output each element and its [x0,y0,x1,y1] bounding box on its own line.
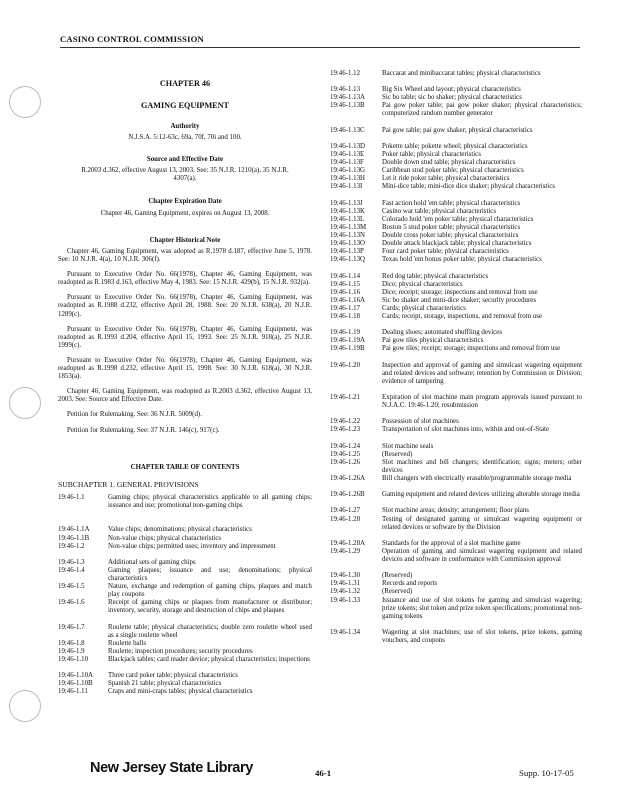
toc-entry-title: Slot machine seals [382,442,434,450]
source-text: R.2003 d.362, effective August 13, 2003. See: 35 N.J.R. 1210(a), 35 N.J.R. 4307(a). [81,167,289,183]
toc-entry-title: Issuance and use of slot tokens for gaming and simulcast wagering; prize tokens; slot token and prize token specifications; promotional non-gaming tokens [382,596,582,620]
toc-entry-title: Dice; physical characteristics [382,280,463,288]
header-rule [60,47,580,48]
history-paragraph: Petition for Rulemaking. See: 36 N.J.R. 5009(d). [67,411,202,419]
toc-entry-number: 19:46-1.13Q [330,256,366,264]
toc-entry-number: 19:46-1.8 [58,639,85,647]
toc-entry-number: 19:46-1.20 [330,361,361,369]
page-number: 46-1 [315,768,332,778]
history-paragraph: Petition for Rulemaking. See: 37 N.J.R. 146(c), 917(c). [67,426,220,434]
toc-entry-number: 19:46-1.26A [330,475,366,482]
toc-entry-number: 19:46-1.13N [330,232,366,239]
toc-entry-number: 19:46-1.21 [330,394,361,401]
toc-entry-title: Inspection and approval of gaming and simulcast wagering equipment and related devices and software; retention by Commission or Division; evidence of tampering [382,361,582,385]
toc-entry-number: 19:46-1.13J [330,199,363,207]
toc-entry-title: Standards for the approval of a slot machine game [382,539,521,547]
toc-entry-title: Mini-dice table; mini-dice dice shaker; physical characteristics [382,183,555,191]
toc-entry-title: Double down stud table; physical characteristics [382,159,516,167]
toc-entry-number: 19:46-1.16A [330,296,366,304]
toc-entry-title: Value chips; denominations; physical characteristics [108,526,252,534]
toc-entry-title: Pai gow tiles; receipt; storage; inspections and removal from use [382,345,561,353]
toc-entry-title: Slot machine areas; density; arrangement; floor plans [382,507,529,515]
toc-entry-title: Craps and mini-craps tables; physical characteristics [108,688,253,696]
toc-entry-number: 19:46-1.25 [330,450,361,458]
toc-entry-number: 19:46-1.28 [330,515,361,523]
toc-entry-title: Boston 5 stud poker table; physical characteristics [382,223,521,231]
toc-entry-number: 19:46-1.1 [58,494,85,501]
toc-entry-number: 19:46-1.10A [58,672,94,680]
toc-entry-number: 19:46-1.11 [58,688,88,696]
toc-entry-number: 19:46-1.13A [330,94,366,102]
toc-entry-title: Pai gow poker table; pai gow poker shaker; physical characteristics; computerized random number generator [382,102,582,118]
running-header: CASINO CONTROL COMMISSION [60,34,204,44]
toc-entry-number: 19:46-1.30 [330,572,361,580]
toc-entry-title: Non-value chips; permitted uses; inventory and impressment [108,542,276,550]
toc-entry-number: 19:46-1.22 [330,418,361,426]
toc-entry-number: 19:46-1.6 [58,599,85,607]
toc-entry-title: Spanish 21 table; physical characteristics [108,680,222,688]
history-paragraph: Chapter 46, Gaming Equipment, was adopted as R.1978 d.187, effective June 5, 1978. See: 10 N.J.R. 4(a), 10 N.J.R. 306(f). [58,248,312,264]
toc-entry-number: 19:46-1.19 [330,329,361,337]
toc-entry-number: 19:46-1.13I [330,183,363,191]
punch-hole-middle [9,387,41,419]
toc-entry-title: Double attack blackjack table; physical characteristics [382,240,532,248]
toc-entry-number: 19:46-1.13M [330,223,367,231]
toc-entry-number: 19:46-1.3 [58,558,85,566]
toc-entry-title: Roulette balls [108,639,147,647]
punch-hole-top [9,86,41,118]
toc-entry-title: (Reserved) [382,450,413,458]
toc-entry-title: (Reserved) [382,588,413,596]
toc-entry-title: Pai gow table; pai gow shaker; physical characteristics [382,126,533,134]
toc-entry-title: Bill changers with electrically erasable/programmable storage media [382,475,572,482]
toc-entry-number: 19:46-1.13F [330,159,364,167]
toc-heading: CHAPTER TABLE OF CONTENTS [130,464,240,471]
toc-entry-number: 19:46-1.2 [58,542,85,550]
toc-entry-title: Operation of gaming and simulcast wagering equipment and related devices and software in conformance with Commission approval [382,547,582,563]
toc-entry-number: 19:46-1.4 [58,566,85,574]
supplement-date: Supp. 10-17-05 [519,768,574,778]
toc-entry-number: 19:46-1.12 [330,70,361,77]
history-paragraph: Chapter 46, Gaming Equipment, was readopted as R.2003 d.362, effective August 13, 2003. See: Source and Effective Date. [58,388,312,404]
toc-entry-number: 19:46-1.27 [330,507,361,515]
authority-text: N.J.S.A. 5:12-63c, 69a, 70f, 70i and 100. [128,134,242,141]
toc-entry-title: Double cross poker table; physical characteristics [382,232,519,239]
toc-entry-number: 19:46-1.26B [330,491,365,499]
toc-entry-number: 19:46-1.13E [330,151,365,158]
toc-entry-title: Dice; receipt; storage; inspections and removal from use [382,288,538,296]
toc-entry-title: Let it ride poker table; physical characteristics [382,175,510,183]
toc-entry-number: 19:46-1.17 [330,304,361,312]
toc-entry-number: 19:46-1.13G [330,167,366,175]
toc-entry-title: Slot machines and bill changers; identification; signs; meters; other devices [382,458,582,474]
toc-entry-title: Dealing shoes; automated shuffling devices [382,329,503,337]
toc-entry-number: 19:46-1.1B [58,534,90,542]
toc-entry-title: Wagering at slot machines; use of slot tokens, prize tokens, gaming vouchers, and coupons [382,628,582,644]
toc-entry-number: 19:46-1.23 [330,426,361,434]
toc-entry-title: Expiration of slot machine main program approvals issued pursuant to N.J.A.C. 19:46-1.20; resubmission [382,394,582,410]
toc-entry-title: Roulette; inspection procedures; security procedures [108,647,253,655]
library-stamp: New Jersey State Library [90,760,253,776]
source-heading: Source and Effective Date [146,156,224,163]
toc-entry-number: 19:46-1.14 [330,272,361,280]
toc-entry-number: 19:46-1.15 [330,280,361,288]
toc-entry-number: 19:46-1.5 [58,583,85,591]
toc-entry-number: 19:46-1.13O [330,240,366,248]
toc-entry-number: 19:46-1.18 [330,313,361,320]
toc-entry-number: 19:46-1.13K [330,207,366,215]
toc-entry-number: 19:46-1.33 [330,596,361,604]
toc-entry-title: Pokette table; pokette wheel; physical characteristics [382,142,528,150]
toc-entry-number: 19:46-1.32 [330,588,361,596]
toc-entry-title: Testing of designated gaming or simulcast wagering equipment or related devices or software by the Division [382,515,582,531]
toc-entry-title: Nature, exchange and redemption of gaming chips, plaques and match play coupons [108,583,312,599]
toc-entry-title: Cards; physical characteristics [382,304,466,312]
expiration-text: Chapter 46, Gaming Equipment, expires on August 13, 2008. [100,210,270,217]
toc-entry-title: Fast action hold 'em table; physical characteristics [382,199,521,207]
toc-entry-title: Receipt of gaming chips or plaques from manufacturer or distributor; inventory, security, storage and destruction of chips and plaques [108,599,312,615]
toc-entry-number: 19:46-1.9 [58,647,85,655]
toc-entry-number: 19:46-1.26 [330,458,361,466]
toc-entry-title: Roulette table; physical characteristics; double zero roulette wheel used as a single roulette wheel [108,623,312,639]
toc-entry-number: 19:46-1.29 [330,547,361,555]
toc-entry-title: Gaming equipment and related devices utilizing alterable storage media [382,491,580,499]
toc-entry-number: 19:46-1.1A [58,526,90,534]
toc-entry-number: 19:46-1.13B [330,102,365,110]
toc-entry-title: Pai gow tiles physical characteristics [382,337,484,345]
toc-entry-title: Possession of slot machines [382,418,459,426]
toc-entry-title: Cards; receipt, storage, inspections, and removal from use [382,313,542,320]
history-paragraph: Pursuant to Executive Order No. 66(1978), Chapter 46, Gaming Equipment, was readopted as R.1983 d.163, effective May 4, 1983. See: 15 N.J.R. 429(b), 15 N.J.R. 932(a). [58,271,312,287]
expiration-heading: Chapter Expiration Date [148,198,222,205]
chapter-number: CHAPTER 46 [159,79,211,88]
toc-entry-title: Big Six Wheel and layout; physical characteristics [382,86,521,94]
toc-entry-number: 19:46-1.10 [58,656,89,663]
toc-entry-title: Casino war table; physical characteristics [382,207,497,215]
punch-hole-bottom [9,690,41,722]
toc-entry-title: Caribbean stud poker table; physical characteristics [382,167,524,175]
toc-entry-title: Transportation of slot machines into, within and out-of-State [382,426,550,434]
toc-entry-number: 19:46-1.31 [330,580,361,588]
toc-entry-title: Sic bo shaker and mini-dice shaker; security procedures [382,296,537,304]
toc-entry-title: Colorado hold 'em poker table; physical characteristics [382,215,534,223]
toc-entry-title: Additional sets of gaming chips [108,558,196,566]
toc-entry-title: Poker table; physical characteristics [382,151,481,158]
toc-entry-title: Baccarat and minibaccarat tables; physical characteristics [382,70,541,77]
toc-entry-number: 19:46-1.19A [330,337,366,345]
toc-entry-title: Texas hold 'em bonus poker table; physical characteristics [382,256,542,264]
toc-entry-title: Three card poker table; physical characteristics [108,672,238,680]
toc-entry-title: (Reserved) [382,572,413,580]
toc-entry-number: 19:46-1.24 [330,442,361,450]
subchapter-heading: SUBCHAPTER 1. GENERAL PROVISIONS [58,480,199,489]
toc-entry-title: Records and reports [382,580,438,588]
authority-heading: Authority [170,123,200,130]
history-block [58,248,312,435]
history-paragraph: Pursuant to Executive Order No. 66(1978), Chapter 46, Gaming Equipment, was readopted as R.1998 d.232, effective April 15, 1998. See: 30 N.J.R. 618(a), 30 N.J.R. 1853(a). [58,356,312,381]
toc-entry-number: 19:46-1.7 [58,623,85,631]
toc-entry-number: 19:46-1.13L [330,215,365,223]
toc-entry-number: 19:46-1.13 [330,86,361,94]
toc-entry-title: Non-value chips; physical characteristics [108,534,222,542]
toc-entry-title: Blackjack tables; card reader device; physical characteristics; inspections [108,656,310,663]
history-heading: Chapter Historical Note [149,237,221,244]
history-paragraph: Pursuant to Executive Order No. 66(1978), Chapter 46, Gaming Equipment, was readopted as R.1988 d.232, effective April 28, 1988. See: 20 N.J.R. 638(a), 20 N.J.R. 1289(c). [58,294,312,318]
toc-entry-number: 19:46-1.16 [330,288,361,296]
toc-entry-number: 19:46-1.34 [330,628,361,636]
toc-entry-number: 19:46-1.28A [330,539,366,547]
chapter-title: GAMING EQUIPMENT [140,101,229,110]
toc-entry-title: Red dog table; physical characteristics [382,272,489,280]
toc-entry-title: Gaming chips; physical characteristics applicable to all gaming chips; issuance and use; promotional non-gaming chips [108,494,312,510]
toc-entry-number: 19:46-1.13C [330,126,365,134]
toc-entry-number: 19:46-1.10B [58,680,93,688]
toc-entry-title: Sic bo table; sic bo shaker; physical characteristics [382,94,522,102]
toc-entry-number: 19:46-1.13P [330,248,364,256]
toc-entry-title: Gaming plaques; issuance and use; denominations; physical characteristics [108,566,312,582]
history-paragraph: Pursuant to Executive Order No. 66(1978), Chapter 46, Gaming Equipment, was readopted as R.1993 d.204, effective April 15, 1993. See: 25 N.J.R. 918(a), 25 N.J.R. 1999(c). [58,325,312,349]
toc-entry-title: Four card poker table; physical characteristics [382,248,509,256]
toc-entry-number: 19:46-1.19B [330,345,365,353]
toc-entry-number: 19:46-1.13H [330,175,366,183]
toc-entry-number: 19:46-1.13D [330,142,366,150]
